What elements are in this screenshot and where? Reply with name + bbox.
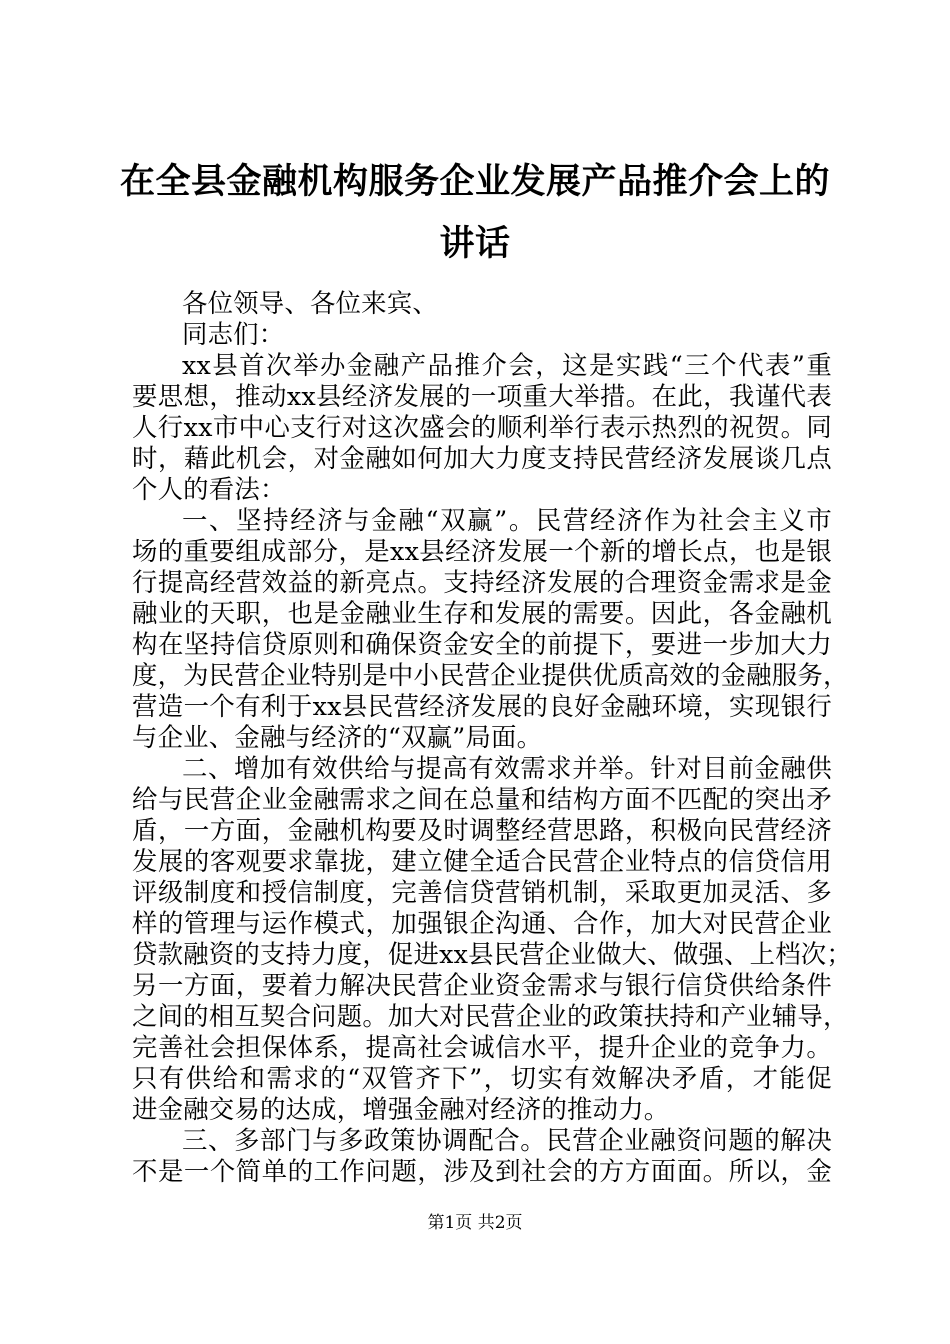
- text-line: 评级制度和授信制度，完善信贷营销机制，采取更加灵活、多: [132, 877, 832, 907]
- text-line: 发展的客观要求靠拢，建立健全适合民营企业特点的信贷信用: [132, 846, 832, 876]
- text-line: 三、多部门与多政策协调配合。民营企业融资问题的解决: [182, 1125, 832, 1155]
- page-number-footer: 第1页 共2页: [427, 1213, 523, 1233]
- text-line: 完善社会担保体系，提高社会诚信水平，提升企业的竞争力。: [132, 1032, 832, 1062]
- text-line: 场的重要组成部分，是xx县经济发展一个新的增长点，也是银: [132, 536, 832, 566]
- text-line: 要思想，推动xx县经济发展的一项重大举措。在此，我谨代表: [132, 381, 832, 411]
- document-title-line-1: 在全县金融机构服务企业发展产品推介会上的: [119, 161, 830, 202]
- text-line: 样的管理与运作模式，加强银企沟通、合作，加大对民营企业: [132, 908, 832, 938]
- text-line: 人行xx市中心支行对这次盛会的顺利举行表示热烈的祝贺。同: [132, 412, 832, 442]
- text-line: 营造一个有利于xx县民营经济发展的良好金融环境，实现银行: [132, 691, 832, 721]
- text-line: 给与民营企业金融需求之间在总量和结构方面不匹配的突出矛: [132, 784, 832, 814]
- document-body: [132, 288, 852, 1187]
- text-line: xx县首次举办金融产品推介会，这是实践“三个代表”重: [182, 350, 832, 380]
- text-line: 时，藉此机会，对金融如何加大力度支持民营经济发展谈几点: [132, 443, 832, 473]
- text-line: 与企业、金融与经济的“双赢”局面。: [132, 722, 543, 752]
- text-line: 之间的相互契合问题。加大对民营企业的政策扶持和产业辅导，: [132, 1001, 849, 1031]
- text-line: 行提高经营效益的新亮点。支持经济发展的合理资金需求是金: [132, 567, 832, 597]
- salutation-line: 同志们：: [182, 319, 285, 349]
- text-line: 度，为民营企业特别是中小民营企业提供优质高效的金融服务，: [132, 660, 849, 690]
- document-title-line-2: 讲话: [439, 223, 511, 264]
- salutation-line: 各位领导、各位来宾、: [182, 288, 438, 318]
- text-line: 贷款融资的支持力度，促进xx县民营企业做大、做强、上档次；: [132, 939, 852, 969]
- text-line: 进金融交易的达成，增强金融对经济的推动力。: [132, 1094, 670, 1124]
- text-line: 只有供给和需求的“双管齐下”，切实有效解决矛盾，才能促: [132, 1063, 832, 1093]
- text-line: 构在坚持信贷原则和确保资金安全的前提下，要进一步加大力: [132, 629, 832, 659]
- text-line: 一、坚持经济与金融“双赢”。民营经济作为社会主义市: [182, 505, 832, 535]
- text-line: 个人的看法：: [132, 474, 286, 504]
- text-line: 融业的天职，也是金融业生存和发展的需要。因此，各金融机: [132, 598, 832, 628]
- text-line: 另一方面，要着力解决民营企业资金需求与银行信贷供给条件: [132, 970, 832, 1000]
- text-line: 二、增加有效供给与提高有效需求并举。针对目前金融供: [182, 753, 832, 783]
- text-line: 盾，一方面，金融机构要及时调整经营思路，积极向民营经济: [132, 815, 832, 845]
- text-line: 不是一个简单的工作问题，涉及到社会的方方面面。所以，金: [132, 1156, 832, 1186]
